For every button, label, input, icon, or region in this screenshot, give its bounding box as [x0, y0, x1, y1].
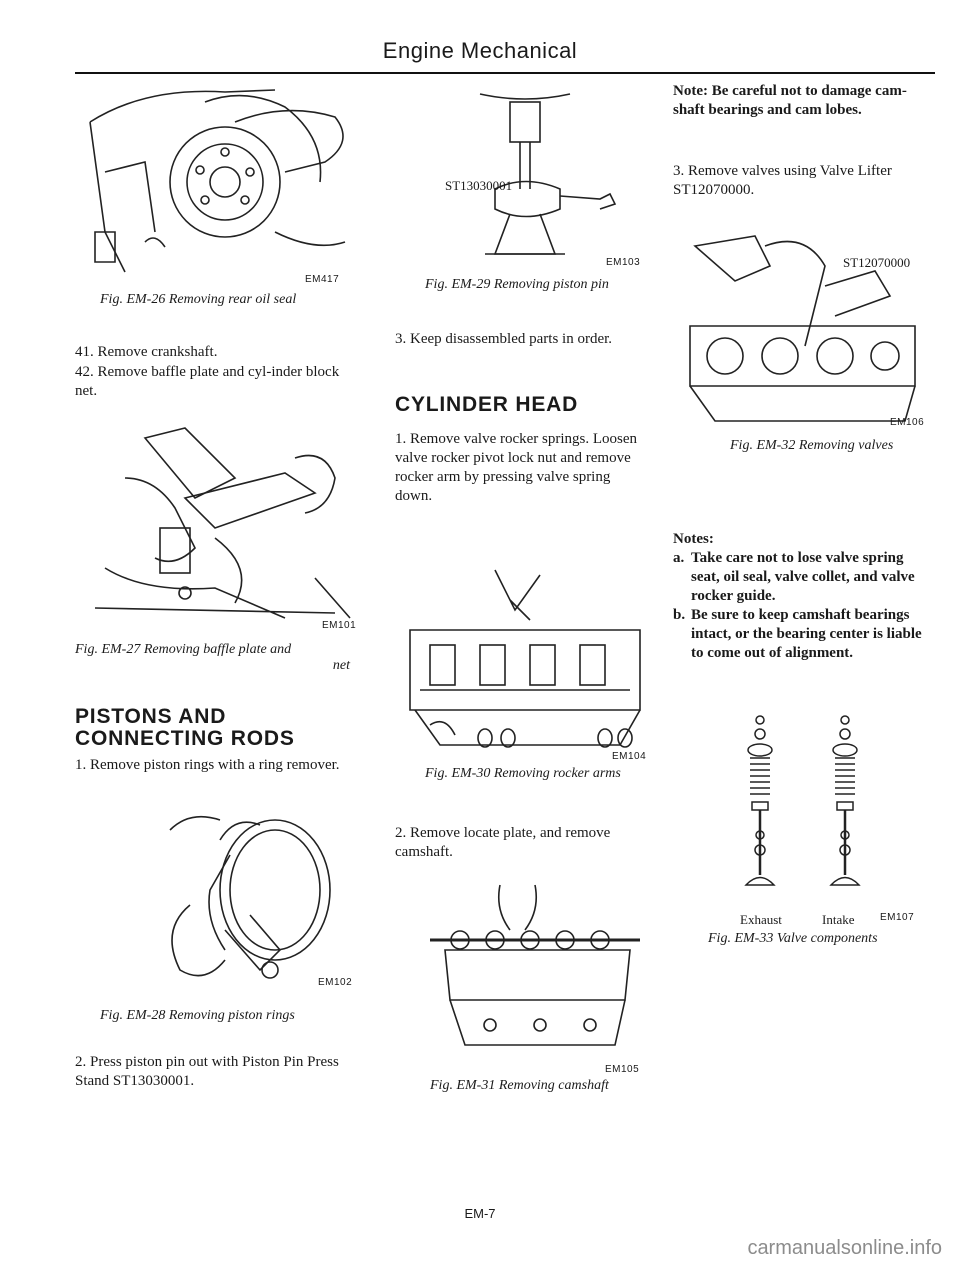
header-rule [75, 72, 935, 74]
figure-id-em104: EM104 [612, 751, 647, 762]
tool-label-st12070000: ST12070000 [843, 255, 911, 270]
section-heading-cylinder-head: CYLINDER HEAD [395, 393, 579, 416]
step-3-valve-lifter: 3. Remove valves using Valve Lifter ST12070000. [673, 163, 892, 198]
figure-rocker-arms [400, 560, 650, 760]
page-number: EM-7 [464, 1206, 496, 1221]
step-2-camshaft: 2. Remove locate plate, and remove camshaft. [395, 825, 611, 860]
watermark: carmanualsonline.info [747, 1237, 942, 1259]
note-b-text: Be sure to keep camshaft bearings intact, or the bearing center is liable to come out of alignment. [691, 607, 922, 661]
illustration-rocker-arms [400, 560, 650, 760]
note-a-letter: a. [673, 550, 685, 566]
illustration-rear-oil-seal [85, 82, 355, 282]
caption-fig-em27 [75, 642, 350, 674]
caption-fig-em26: Fig. EM-26 Removing rear oil seal [100, 292, 297, 307]
illustration-piston-rings [150, 810, 350, 985]
illustration-camshaft [400, 880, 650, 1060]
illustration-valve-components [730, 710, 890, 900]
caption-fig-em33: Fig. EM-33 Valve components [708, 931, 878, 946]
figure-camshaft [400, 880, 650, 1060]
figure-id-em107: EM107 [880, 912, 915, 923]
illustration-piston-pin [400, 84, 650, 274]
caption-fig-em31: Fig. EM-31 Removing camshaft [430, 1078, 609, 1093]
label-intake: Intake [822, 912, 855, 927]
figure-id-em106: EM106 [890, 417, 925, 428]
tool-label-st13030001: ST13030001 [445, 178, 513, 193]
caption-fig-em27-line2: net [332, 658, 350, 673]
figure-id-em105: EM105 [605, 1064, 640, 1075]
step-3-keep-parts: 3. Keep disassembled parts in order. [395, 331, 613, 347]
caption-fig-em27-line1: Fig. EM-27 Removing baffle plate and [75, 642, 292, 657]
note-b [673, 606, 928, 663]
figure-baffle-plate [85, 418, 355, 628]
note-b-letter: b. [673, 607, 686, 623]
step-41-text: 41. Remove crankshaft. [75, 344, 218, 360]
illustration-baffle-plate [85, 418, 355, 628]
notes-title: Notes: [673, 531, 714, 547]
note-camshaft-bearings: Note: Be careful not to damage cam-shaft bearings and cam lobes. [673, 83, 907, 118]
caption-fig-em29: Fig. EM-29 Removing piston pin [425, 277, 609, 292]
figure-valve-components [730, 710, 890, 900]
caption-fig-em32: Fig. EM-32 Removing valves [730, 438, 894, 453]
note-a-text: Take care not to lose valve spring seat, oil seal, valve collet, and valve rocker guide. [691, 550, 915, 604]
section-heading-pistons [75, 706, 295, 750]
figure-piston-rings [150, 810, 350, 985]
figure-id-em417: EM417 [305, 274, 340, 285]
caption-fig-em30: Fig. EM-30 Removing rocker arms [425, 766, 621, 781]
page-header-title: Engine Mechanical [382, 38, 578, 63]
figure-id-em102: EM102 [318, 977, 353, 988]
figure-id-em101: EM101 [322, 620, 357, 631]
step-2-piston-pin: 2. Press piston pin out with Piston Pin Press Stand ST13030001. [75, 1054, 339, 1089]
notes-list [673, 549, 928, 663]
step-1-piston-rings: 1. Remove piston rings with a ring remover. [75, 757, 340, 773]
figure-piston-pin [400, 84, 650, 274]
figure-rear-oil-seal [85, 82, 355, 282]
section-heading-pistons-line2: CONNECTING RODS [75, 727, 295, 750]
note-a [673, 549, 928, 606]
step-1-rocker-springs: 1. Remove valve rocker springs. Loosen valve rocker pivot lock nut and remove rocker arm by pressing valve spring down. [395, 431, 638, 504]
section-heading-pistons-line1: PISTONS AND [75, 705, 227, 728]
caption-fig-em28: Fig. EM-28 Removing piston rings [100, 1008, 295, 1023]
step-42-text: 42. Remove baffle plate and cyl-inder block net. [75, 364, 340, 399]
notes-block [673, 530, 928, 663]
label-exhaust: Exhaust [740, 912, 782, 927]
figure-id-em103: EM103 [606, 257, 641, 268]
